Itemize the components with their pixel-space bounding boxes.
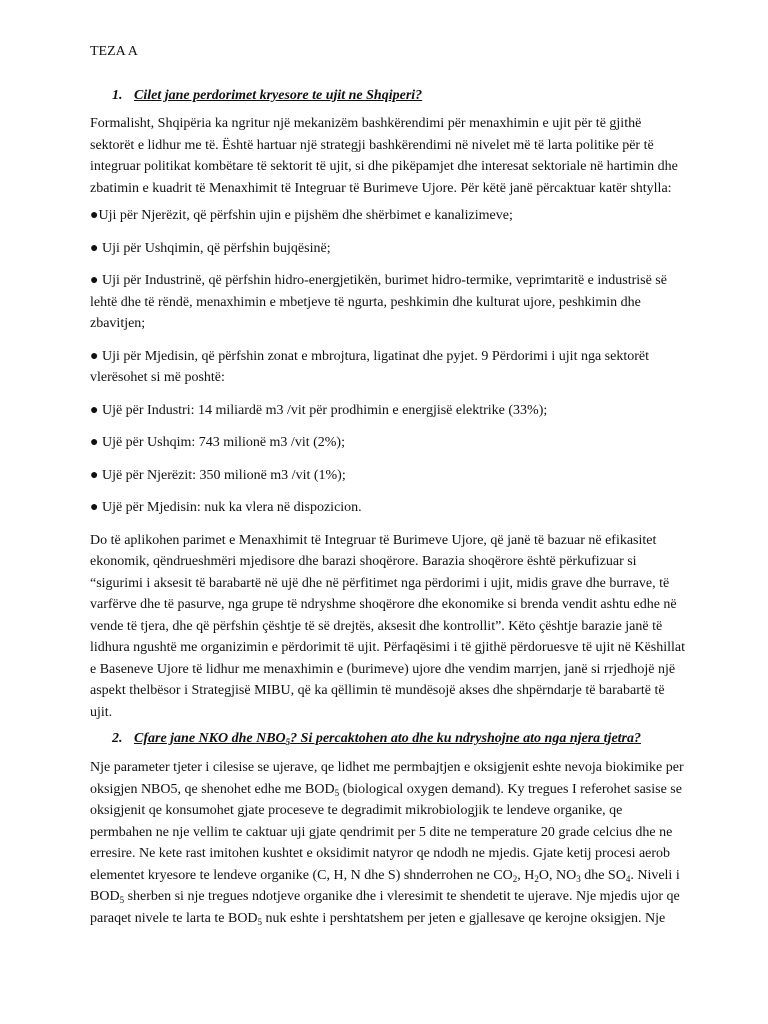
usage-item-people: ● Ujë për Njerëzit: 350 milionë m3 /vit (1%);	[90, 467, 346, 483]
question-2-number: 2.	[112, 731, 123, 746]
bod-text-5: dhe SO	[580, 867, 626, 883]
question-2-title-subscript: 5	[285, 737, 291, 747]
usage-list	[90, 400, 686, 519]
bod-text-6: . Niveli i BOD	[90, 867, 680, 904]
document-page	[90, 44, 686, 935]
question-2-title-part2: ? Si percaktohen ato dhe ku ndryshojne ato nga njera tjetra?	[290, 731, 641, 746]
principles-paragraph: Do të aplikohen parimet e Menaxhimit të Integruar të Burimeve Ujore, që janë të bazuar në efikasitet ekonomik, qëndrueshmëri mjedisore dhe barazi shoqërore. Barazia shoqërore është përkufizuar si “sigurimi i aksesit të barabartë në ujë dhe në përfitimet nga përdorimi i ujit, midis grave dhe burrave, të varfërve dhe të pasurve, nga grupe të ndryshme shoqërore dhe ekonomike si brenda vendit ashtu edhe në vende të tjera, dhe që përfshin çështje të së drejtës, aksesit dhe kontrollit”. Këto çështje barazie janë të lidhura ngushtë me organizimin e përdorimit të ujit. Përfaqësimi i të gjithë përdoruesve të ujit në Këshillat e Baseneve Ujore të lidhur me menaxhimin e (burimeve) ujore dhe vendim marrjen, janë si rrjedhojë një aspekt thelbësor i Strategjisë MIBU, që ka qëllimin të mundësojë akses dhe shpërndarje të barabartë të ujit.	[90, 532, 685, 720]
question-1-number: 1.	[112, 88, 123, 103]
bod-sub-6: 5	[119, 895, 125, 905]
bod-paragraph	[90, 757, 686, 929]
pillar-item-industry: ● Uji për Industrinë, që përfshin hidro-energjetikën, burimet hidro-termike, veprimtaritë e industrisë së lehtë dhe të rëndë, menaxhimin e mbetjeve të ngurta, peshkimin dhe kulturat ujore, peshkimin dhe zbavitjen;	[90, 273, 667, 331]
usage-item-food: ● Ujë për Ushqim: 743 milionë m3 /vit (2%);	[90, 435, 345, 450]
bod-text-8: nuk eshte i pershtatshem per jeten e gjallesave qe kerojne oksigjen. Nje	[262, 910, 666, 926]
bod-sub-2: 2	[512, 873, 518, 884]
intro-paragraph: Formalisht, Shqipëria ka ngritur një mekanizëm bashkërendimi për menaxhimin e ujit për të gjithë sektorët e lidhur me të. Është hartuar një strategji bashkërendimi në nivelet më të larta politike për të integruar politikat kombëtare të sektorit të ujit, si dhe pikëpamjet dhe interesat sektoriale në hartimin dhe zbatimin e kuadrit të Menaxhimit të Integruar të Burimeve Ujore. Për këtë janë përcaktuar katër shtylla:	[90, 116, 678, 196]
pillar-item-food: ● Uji për Ushqimin, që përfshin bujqësinë;	[90, 240, 331, 256]
usage-item-industry: ● Ujë për Industri: 14 miliardë m3 /vit për prodhimin e energjisë elektrike (33%);	[90, 402, 548, 418]
question-1-title: Cilet jane perdorimet kryesore te ujit ne Shqiperi?	[134, 88, 423, 103]
pillars-list	[90, 205, 686, 389]
bod-text-3: , H	[517, 867, 535, 883]
pillar-item-environment: ● Uji për Mjedisin, që përfshin zonat e mbrojtura, ligatinat dhe pyjet. 9 Përdorimi i ujit nga sektorët vlerësohet si më poshtë:	[90, 348, 649, 385]
bod-text-7: sherben si nje tregues ndotjeve organike dhe i vleresimit te shendetit te ujerave. Nje mjedis ujor qe paraqet nivele te larta te BOD	[90, 889, 680, 926]
bod-sub-4: 3	[576, 873, 581, 884]
bod-sub-3: 2	[534, 873, 539, 884]
document-heading: TEZA A	[90, 44, 138, 59]
question-2-heading	[90, 730, 686, 748]
question-2-title-part1: Cfare jane NKO dhe NBO	[134, 731, 286, 746]
bod-text-1: Nje parameter tjeter i cilesise se ujerave, qe lidhet me permbajtjen e oksigjenit eshte nevoja biokimike per oksigjen NBO5, qe shenohet edhe me BOD	[90, 760, 684, 797]
bod-text-4: O, NO	[538, 867, 577, 883]
bod-sub-5: 4	[625, 873, 631, 884]
question-1-heading	[90, 88, 686, 104]
usage-item-environment: ● Ujë për Mjedisin: nuk ka vlera në dispozicion.	[90, 500, 362, 515]
bod-sub-7: 5	[257, 916, 263, 927]
pillar-item-people: ●Uji për Njerëzit, që përfshin ujin e pijshëm dhe shërbimet e kanalizimeve;	[90, 208, 513, 223]
bod-sub-1: 5	[334, 787, 340, 798]
bod-text-2: (biological oxygen demand). Ky tregues I referohet sasise se oksigjenit qe konsumohet gjate proceseve te degradimit mikrobiologjik te lendeve organike, qe permbahen ne nje vellim te caktuar uji gjate qendrimit per 5 dite ne temperature 20 grade celcius dhe ne erresire. Ne kete rast imitohen kushtet e oksidimit natyror qe ndodh ne mjedis. Gjate ketij procesi aerob elementet kryesore te lendeve organike (C, H, N dhe S) shnderrohen ne CO	[90, 781, 682, 883]
